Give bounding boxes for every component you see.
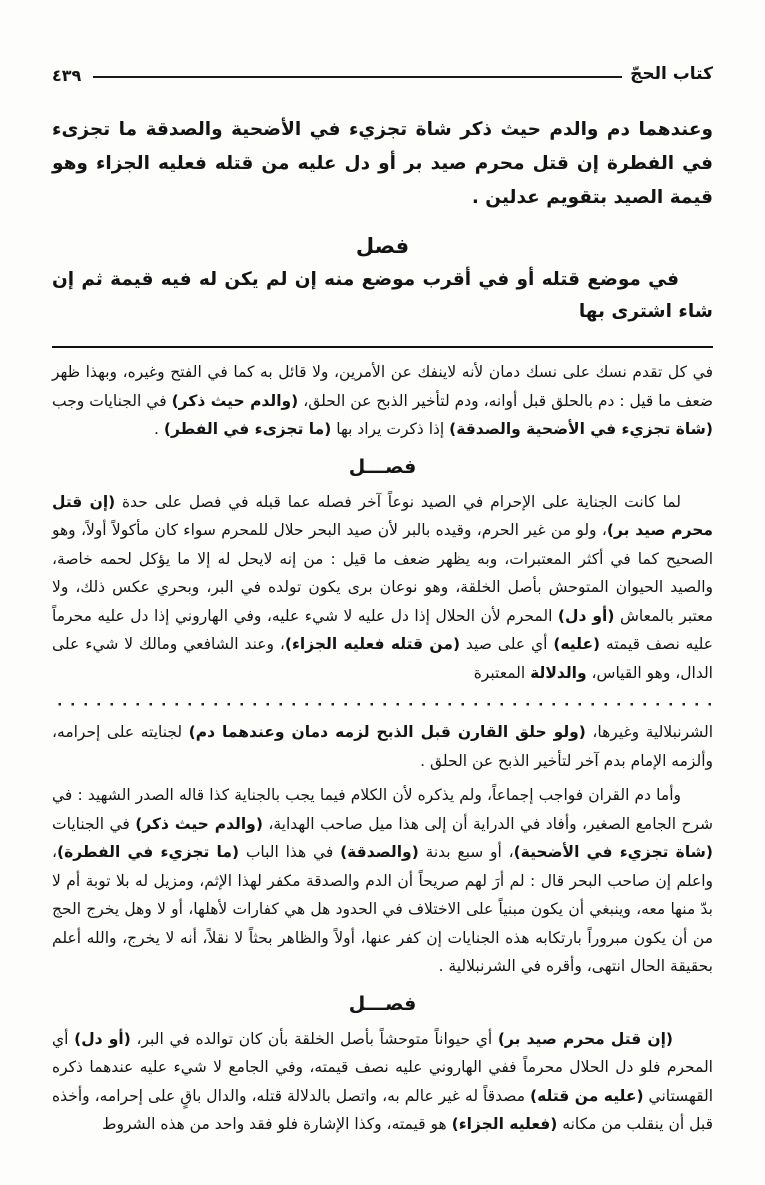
page-header bbox=[52, 62, 713, 85]
commentary-paragraph-3: الشرنبلالية وغيرها، (ولو حلق القارن قبل الذبح لزمه دمان وعندهما دم) لجنايته على إحرامه، وألزمه الإمام بدم آخر لتأخير الذبح عن الحلق . bbox=[52, 723, 713, 770]
commentary-paragraph-2: لما كانت الجناية على الإحرام في الصيد نوعاً آخر فصله عما قبله في فصل على حدة (إن قتل محرم صيد بر)، ولو من غير الحرم، وقيده بالبر لأن صيد البحر حلال للمحرم سواء كان مأكولاً أولاً، وهو الصحيح كما في أكثر المعتبرات، وبه يظهر ضعف ما قيل : من إنه لايحل له إلا ما يؤكل لحمه خاصة، والصيد الحيوان المتوحش بأصل الخلقة، وهو نوعان برى يكون تولده في البر، وبحري عكس ذلك، ولا معتبر بالمعاش (أو دل) المحرم لأن الحلال إذا دل عليه لا شيء عليه، وفي الهاروني إذا دل عليه محرماً عليه نصف قيمته (عليه) أي على صيد (من قتله فعليه الجزاء)، وعند الشافعي ومالك لا شيء على الدال، وهو القياس، والدلالة المعتبرة bbox=[52, 492, 714, 682]
commentary-paragraph-1: في كل تقدم نسك على نسك دمان لأنه لاينفك عن الأمرين، ولا قائل به كما في الفتح وغيره، وبهذا ظهر ضعف ما قيل : دم بالحلق قبل أوانه، ودم لتأخير الذبح عن الحلق، (والدم حيث ذكر) في الجنايات وجب (شاة تجزيء في الأضحية والصدقة) إذا ذكرت يراد بها (ما تجزىء في الفطر) . bbox=[52, 363, 713, 438]
commentary-paragraph-5: (إن قتل محرم صيد بر) أي حيواناً متوحشاً بأصل الخلقة بأن كان توالده في البر، (أو دل) أي المحرم فلو دل الحلال محرماً ففي الهاروني عليه نصف قيمته، وفي الجامع لا شيء عليه عندهما ذكره القهستاني (عليه من قتله) مصدقاً له غير عالم به، واتصل بالدلالة قتله، والدال باقٍ على إحرامه، وأخذه قبل أن ينقلب من مكانه (فعليه الجزاء) هو قيمته، وكذا الإشارة فلو فقد واحد من هذه الشروط bbox=[52, 1029, 713, 1133]
matn-commentary-divider bbox=[52, 346, 713, 348]
fasl-heading-3: فصـــل bbox=[348, 992, 417, 1015]
dotted-separator bbox=[54, 703, 711, 706]
matn-paragraph-2: في موضع قتله أو في أقرب موضع منه إن لم يكن له فيه قيمة ثم إن شاء اشترى بها bbox=[52, 268, 713, 322]
fasl-heading-1: فصل bbox=[355, 233, 410, 258]
commentary-paragraph-4: وأما دم القران فواجب إجماعاً، ولم يذكره لأن الكلام فيما يجب بالجناية كذا قاله الصدر الشهيد : في شرح الجامع الصغير، وأفاد في الدراية أن إلى هذا ميل صاحب الهداية، (والدم حيث ذكر) في الجنايات (شاة تجزيء في الأضحية)، أو سبع بدنة (والصدقة) في هذا الباب (ما تجزيء في الفطرة)، واعلم إن صاحب البحر قال : لم أرَ لهم صريحاً أن الدم والصدقة مكفر لهذا الإثم، ومزيل له بلا توبة أم لا بدّ منها معه، وينبغي أن يكون مبنياً على الاختلاف في الحدود هل هي كفارات لأهلها، أو لا وهل يخرج الحج من أن يكون مبروراً بارتكابه هذه الجنايات إن كفر عنها، أولاً والظاهر بحثاً لا نقلاً، أنه لا يخرج، والله أعلم بحقيقة الحال انتهى، وأقره في الشرنبلالية . bbox=[52, 786, 713, 975]
page-number: ٤٣٩ bbox=[52, 66, 82, 85]
fasl-heading-2: فصـــل bbox=[348, 455, 417, 478]
header-rule bbox=[93, 76, 622, 78]
book-title: كتاب الحجّ bbox=[630, 63, 713, 84]
matn-paragraph: وعندهما دم والدم حيث ذكر شاة تجزيء في الأضحية والصدقة ما تجزىء في الفطرة إن قتل محرم صيد بر أو دل عليه من قتله فعليه الجزاء وهو قيمة الصيد بتقويم عدلين . bbox=[52, 119, 713, 208]
